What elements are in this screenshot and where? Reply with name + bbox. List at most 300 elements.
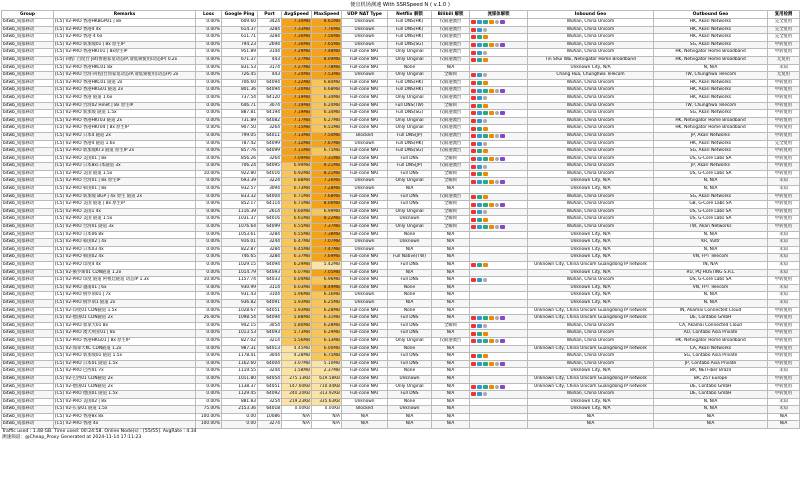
bilibili-cell: N/A xyxy=(432,277,470,285)
netflix-cell: Only Original xyxy=(388,224,432,232)
table-row xyxy=(2,337,800,345)
streaming-service-icon xyxy=(477,35,482,39)
reuse-cell: 中转复用 xyxy=(768,322,800,330)
streaming-service-icon xyxy=(495,43,499,47)
outbound-geo-cell: DE, Contabo GmbH xyxy=(654,391,768,399)
table-header-row xyxy=(2,11,800,19)
avg-speed-cell: 7.13MB xyxy=(282,132,312,140)
avg-speed-cell: 5.88MB xyxy=(282,315,312,323)
group-cell: bitwb_成都移动 xyxy=(2,284,54,292)
udp-nat-cell: Full-cone NAT xyxy=(342,375,388,383)
reuse-cell: 完全复用 xyxy=(768,19,800,27)
port-cell: 64094 xyxy=(258,262,282,270)
streaming-icons-cell xyxy=(470,178,528,186)
table-row xyxy=(2,224,800,232)
group-cell: bitwb_成都移动 xyxy=(2,34,54,42)
avg-speed-cell: 5.93MB xyxy=(282,307,312,315)
netflix-cell: Full DNS(JP) xyxy=(388,132,432,140)
bilibili-cell: 全解锁 xyxy=(432,178,470,186)
remarks-cell: [C5] V2-PRO 澳大利亚01 | 8x xyxy=(54,330,196,338)
streaming-service-icon xyxy=(500,157,505,161)
group-cell: bitwb_成都移动 xyxy=(2,72,54,80)
inbound-geo-cell: Unknown City, China Unicom Guangdong IP network xyxy=(528,375,654,383)
streaming-service-icon xyxy=(477,172,482,176)
table-row xyxy=(2,49,800,57)
streaming-icons-cell xyxy=(470,375,528,383)
streaming-icons-cell xyxy=(470,269,528,277)
port-cell: 64016 xyxy=(258,216,282,224)
netflix-cell: Only Original xyxy=(388,56,432,64)
netflix-cell: Full DNS xyxy=(388,277,432,285)
streaming-service-icon xyxy=(471,332,476,336)
reuse-cell: 未知 xyxy=(768,299,800,307)
remarks-cell: [C5] V2-PRO 香港HKBGP01 | 8x xyxy=(54,19,196,27)
loss-cell: 0.00% xyxy=(196,208,222,216)
inbound-geo-cell: Wuhan, China Unicom xyxy=(528,49,654,57)
bilibili-cell: N/A xyxy=(432,64,470,72)
streaming-service-icon xyxy=(471,165,476,169)
netflix-cell: Full Native(TW) xyxy=(388,254,432,262)
max-speed-cell: 7.47MB xyxy=(312,246,342,254)
remarks-cell: [C5] V2-PRO 香港HKG01 | 8x 原生IP xyxy=(54,337,196,345)
outbound-geo-cell: DE, Contabo GmbH xyxy=(654,383,768,391)
col-avg-speed-header: AvgSpeed xyxy=(282,11,312,19)
inbound-geo-cell: Unknown City, N/A xyxy=(528,246,654,254)
remarks-cell: [C5] V2-PRO 台湾02 Hinet | 8x 原生IP xyxy=(54,102,196,110)
loss-cell: 0.00% xyxy=(196,132,222,140)
outbound-geo-cell: KR, Vultr xyxy=(654,239,768,247)
loss-cell: 0.00% xyxy=(196,125,222,133)
reuse-cell: 完全复用 xyxy=(768,26,800,34)
table-row xyxy=(2,292,800,300)
streaming-icons-cell xyxy=(470,72,528,80)
streaming-service-icon xyxy=(477,210,482,214)
loss-cell: 0.00% xyxy=(196,262,222,270)
remarks-cell: [C5] V2-PRO 韩国02 | 4x xyxy=(54,239,196,247)
streaming-service-icon xyxy=(483,195,488,199)
ping-cell: 611.71 xyxy=(222,34,258,42)
inbound-geo-cell: Wuhan, China Unicom xyxy=(528,216,654,224)
port-cell: 64054 xyxy=(258,375,282,383)
ping-cell: 1098.54 xyxy=(222,315,258,323)
remarks-cell: [C5] V2-PRO 香港HKC01 隧道 2x xyxy=(54,79,196,87)
bilibili-cell: 仅限港澳台 xyxy=(432,87,470,95)
inbound-geo-cell: Wuhan, China Unicom xyxy=(528,391,654,399)
reuse-cell: 未知 xyxy=(768,178,800,186)
inbound-geo-cell: Unknown City, N/A xyxy=(528,398,654,406)
netflix-cell: N/A xyxy=(388,186,432,194)
streaming-service-icon xyxy=(483,210,487,214)
group-cell: bitwb_成都移动 xyxy=(2,201,54,209)
netflix-cell: N/A xyxy=(388,299,432,307)
inbound-geo-cell: Wuhan, China Unicom xyxy=(528,132,654,140)
streaming-icons-cell xyxy=(470,193,528,201)
max-speed-cell: 6.34MB xyxy=(312,94,342,102)
reuse-cell: 中转复用 xyxy=(768,125,800,133)
outbound-geo-cell: HK, Akari Networks xyxy=(654,140,768,148)
inbound-geo-cell: Unknown City, China Unicom Guangdong IP network xyxy=(528,307,654,315)
inbound-geo-cell: Wuhan, China Unicom xyxy=(528,110,654,118)
table-row xyxy=(2,262,800,270)
loss-cell: 0.00% xyxy=(196,201,222,209)
bilibili-cell: N/A xyxy=(432,383,470,391)
outbound-geo-cell: N, N/A xyxy=(654,178,768,186)
udp-nat-cell: Full-cone NAT xyxy=(342,155,388,163)
streaming-service-icon xyxy=(471,324,476,328)
remarks-cell: [C5] V2-PRO 新加坡01 隧道 1.5x xyxy=(54,353,196,361)
table-row xyxy=(2,239,800,247)
reuse-cell: 中转复用 xyxy=(768,193,800,201)
streaming-service-icon xyxy=(477,332,482,336)
remarks-cell: [C5] V2-PRO 越南01 | 6x xyxy=(54,284,196,292)
table-row xyxy=(2,79,800,87)
group-cell: bitwb_成都移动 xyxy=(2,360,54,368)
bilibili-cell: N/A xyxy=(432,406,470,414)
avg-speed-cell: 7.22MB xyxy=(282,79,312,87)
streaming-icons-cell xyxy=(470,307,528,315)
avg-speed-cell: 6.61MB xyxy=(282,216,312,224)
reuse-cell: 未知 xyxy=(768,186,800,194)
table-row xyxy=(2,330,800,338)
streaming-icons-cell xyxy=(470,353,528,361)
streaming-service-icon xyxy=(483,180,488,184)
ping-cell: 852.17 xyxy=(222,201,258,209)
table-row xyxy=(2,41,800,49)
streaming-icons-cell xyxy=(470,330,528,338)
streaming-icons-cell xyxy=(470,155,528,163)
outbound-geo-cell: BR, 257 Europe xyxy=(654,375,768,383)
group-cell: bitwb_成都移动 xyxy=(2,56,54,64)
group-cell: bitwb_成都移动 xyxy=(2,277,54,285)
reuse-cell: 中转复用 xyxy=(768,163,800,171)
udp-nat-cell: Full-cone NAT xyxy=(342,170,388,178)
streaming-icons-cell xyxy=(470,110,528,118)
max-speed-cell: 7.38MB xyxy=(312,231,342,239)
group-cell: bitwb_成都移动 xyxy=(2,406,54,414)
group-cell: bitwb_成都移动 xyxy=(2,383,54,391)
loss-cell: 0.00% xyxy=(196,186,222,194)
udp-nat-cell: Full-cone NAT xyxy=(342,383,388,391)
bilibili-cell: N/A xyxy=(432,360,470,368)
group-cell: bitwb_成都移动 xyxy=(2,330,54,338)
group-cell: bitwb_成都移动 xyxy=(2,307,54,315)
group-cell: bitwb_成都移动 xyxy=(2,170,54,178)
udp-nat-cell: Full-cone NAT xyxy=(342,368,388,376)
streaming-service-icon xyxy=(471,58,476,62)
loss-cell: 0.00% xyxy=(196,216,222,224)
streaming-service-icon xyxy=(500,203,505,207)
port-cell: 64092 xyxy=(258,391,282,399)
avg-speed-cell: 1.58MB xyxy=(282,368,312,376)
ping-cell: 731.89 xyxy=(222,117,258,125)
reuse-cell: 未知 xyxy=(768,368,800,376)
remarks-cell: [C5] V2-PRO 日本03 4x xyxy=(54,246,196,254)
port-cell: 64082 xyxy=(258,117,282,125)
table-row xyxy=(2,155,800,163)
ping-cell: 936.82 xyxy=(222,299,258,307)
streaming-service-icon xyxy=(471,20,476,24)
avg-speed-cell: 6.45MB xyxy=(282,246,312,254)
inbound-geo-cell: Wuhan, China Unicom xyxy=(528,277,654,285)
max-speed-cell: 6.24MB xyxy=(312,102,342,110)
table-row xyxy=(2,178,800,186)
group-cell: bitwb_成都移动 xyxy=(2,186,54,194)
udp-nat-cell: Unknown xyxy=(342,41,388,49)
port-cell: 64094 xyxy=(258,315,282,323)
streaming-service-icon xyxy=(471,210,476,214)
udp-nat-cell: Unknown xyxy=(342,292,388,300)
streaming-service-icon xyxy=(471,28,476,32)
outbound-geo-cell: HK, Netvigator Home Broadband xyxy=(654,337,768,345)
ping-cell: 1013.53 xyxy=(222,330,258,338)
streaming-service-icon xyxy=(477,316,482,320)
loss-cell: 0.00% xyxy=(196,322,222,330)
streaming-icons-cell xyxy=(470,239,528,247)
udp-nat-cell: Unknown xyxy=(342,26,388,34)
udp-nat-cell: Full-cone NAT xyxy=(342,110,388,118)
netflix-cell: Full DNS(HK) xyxy=(388,34,432,42)
port-cell: 64004 xyxy=(258,193,282,201)
table-row xyxy=(2,375,800,383)
ping-cell: 2153.36 xyxy=(222,406,258,414)
remarks-cell: [C5] V2-PRO 香港 4x xyxy=(54,421,196,429)
outbound-geo-cell: N, N/A xyxy=(654,299,768,307)
max-speed-cell: 8.61MB xyxy=(312,19,342,27)
avg-speed-cell: 6.37MB xyxy=(282,254,312,262)
reuse-cell: 中转复用 xyxy=(768,360,800,368)
inbound-geo-cell: Unknown City, N/A xyxy=(528,284,654,292)
inbound-geo-cell: Unknown City, N/A xyxy=(528,299,654,307)
streaming-service-icon xyxy=(483,96,487,100)
port-cell: 64051 xyxy=(258,307,282,315)
reuse-cell: 中转复用 xyxy=(768,155,800,163)
max-speed-cell: 7.54MB xyxy=(312,132,342,140)
outbound-geo-cell: TW, Akari Networks xyxy=(654,224,768,232)
outbound-geo-cell: HK, Netvigator Home Broadband xyxy=(654,117,768,125)
max-speed-cell: 8.49MB xyxy=(312,284,342,292)
streaming-icons-cell xyxy=(470,391,528,399)
ping-cell: 0.00 xyxy=(222,421,258,429)
port-cell: 64091 xyxy=(258,299,282,307)
ping-cell: 1129.45 xyxy=(222,391,258,399)
udp-nat-cell: N/A xyxy=(342,413,388,421)
ping-cell: 932.57 xyxy=(222,186,258,194)
bilibili-cell: N/A xyxy=(432,315,470,323)
streaming-service-icon xyxy=(489,134,494,138)
port-cell: 64018 xyxy=(258,406,282,414)
netflix-cell: Unknown xyxy=(388,406,432,414)
udp-nat-cell: Full-cone NAT xyxy=(342,148,388,156)
group-cell: bitwb_成都移动 xyxy=(2,315,54,323)
col-loss-header: Loss xyxy=(196,11,222,19)
streaming-service-icon xyxy=(483,332,488,336)
loss-cell: 0.00% xyxy=(196,64,222,72)
remarks-cell: [C5] V2-PRO 新加坡 BGP | 4x 原生 隧道 2x xyxy=(54,193,196,201)
avg-speed-cell: 5.56MB xyxy=(282,337,312,345)
udp-nat-cell: Blocked xyxy=(342,132,388,140)
ping-cell: 930.99 xyxy=(222,284,258,292)
avg-speed-cell: 7.19MB xyxy=(282,102,312,110)
bilibili-cell: 仅限港澳台 xyxy=(432,34,470,42)
avg-speed-cell: 5.80MB xyxy=(282,322,312,330)
streaming-service-icon xyxy=(495,111,499,115)
outbound-geo-cell: HK, Netvigator Home Broadband xyxy=(654,125,768,133)
ping-cell: 831.53 xyxy=(222,64,258,72)
reuse-cell: 无复用 xyxy=(768,56,800,64)
streaming-icons-cell xyxy=(470,337,528,345)
max-speed-cell: 8.00MB xyxy=(312,201,342,209)
max-speed-cell: 6.29MB xyxy=(312,330,342,338)
remarks-cell: [C5] V2-俄罗斯01 CDN隧道 1.2x xyxy=(54,269,196,277)
ping-cell: 706.60 xyxy=(222,79,258,87)
inbound-geo-cell: Chang Hua, Chunghwa Telecom xyxy=(528,72,654,80)
table-row xyxy=(2,345,800,353)
ping-cell: 609.60 xyxy=(222,19,258,27)
table-row xyxy=(2,72,800,80)
loss-cell: 0.00% xyxy=(196,269,222,277)
avg-speed-cell: 6.55MB xyxy=(282,231,312,239)
remarks-cell: [C5] V2-PRO 香港 隧道 1.6x xyxy=(54,94,196,102)
remarks-cell: [C5] V2-PRO 印度4 4x xyxy=(54,262,196,270)
avg-speed-cell: 7.30MB xyxy=(282,41,312,49)
udp-nat-cell: Full-cone NAT xyxy=(342,208,388,216)
max-speed-cell: 7.69MB xyxy=(312,254,342,262)
streaming-service-icon xyxy=(483,263,488,267)
table-row xyxy=(2,307,800,315)
port-cell: 3284 xyxy=(258,231,282,239)
loss-cell: 0.00% xyxy=(196,102,222,110)
ping-cell: 706.24 xyxy=(222,163,258,171)
avg-speed-cell: N/A xyxy=(282,413,312,421)
avg-speed-cell: 0.00KB xyxy=(282,406,312,414)
group-cell: bitwb_成都移动 xyxy=(2,125,54,133)
streaming-icons-cell xyxy=(470,345,528,353)
streaming-service-icon xyxy=(489,43,494,47)
outbound-geo-cell: N/A xyxy=(654,413,768,421)
max-speed-cell: 5.42MB xyxy=(312,262,342,270)
ping-cell: 822.87 xyxy=(222,246,258,254)
col-streaming-header: 流媒体解锁 xyxy=(470,11,528,19)
bilibili-cell: 仅限港澳台 xyxy=(432,26,470,34)
group-cell: bitwb_成都移动 xyxy=(2,117,54,125)
outbound-geo-cell: N, N/A xyxy=(654,398,768,406)
footer-generated: 测速频道：@Cheap_Proxy Generated at 2024-11-14 17:11:23 xyxy=(2,435,142,441)
max-speed-cell: 6.28MB xyxy=(312,322,342,330)
group-cell: bitwb_成都移动 xyxy=(2,292,54,300)
ping-cell: 726.45 xyxy=(222,72,258,80)
netflix-cell: Only Original xyxy=(388,383,432,391)
streaming-service-icon xyxy=(477,218,482,222)
table-row xyxy=(2,56,800,64)
group-cell: bitwb_成都移动 xyxy=(2,391,54,399)
remarks-cell: [C5] V2-PRO 香港HKC01 8x xyxy=(54,64,196,72)
port-cell: 64099 xyxy=(258,140,282,148)
outbound-geo-cell: SG, Contabo Asia Private xyxy=(654,353,768,361)
ping-cell: 1119.55 xyxy=(222,368,258,376)
reuse-cell: 完全复用 xyxy=(768,34,800,42)
bilibili-cell: 全解锁 xyxy=(432,72,470,80)
bilibili-cell: 仅限港澳台 xyxy=(432,193,470,201)
max-speed-cell: 2.37MB xyxy=(312,368,342,376)
table-row xyxy=(2,132,800,140)
avg-speed-cell: 4.28MB xyxy=(282,353,312,361)
port-cell: 64095 xyxy=(258,163,282,171)
ping-cell: 794.23 xyxy=(222,41,258,49)
remarks-cell: [C5] V2-德国01 CDN隧道 2x xyxy=(54,383,196,391)
bilibili-cell: 仅限港澳台 xyxy=(432,337,470,345)
reuse-cell: 中转复用 xyxy=(768,216,800,224)
outbound-geo-cell: N, N/A xyxy=(654,64,768,72)
reuse-cell: 中转复用 xyxy=(768,330,800,338)
avg-speed-cell: 6.71MB xyxy=(282,201,312,209)
group-cell: bitwb_成都移动 xyxy=(2,368,54,376)
inbound-geo-cell: Wuhan, China Unicom xyxy=(528,170,654,178)
streaming-service-icon xyxy=(500,134,505,138)
reuse-cell: 中转复用 xyxy=(768,208,800,216)
group-cell: bitwb_成都移动 xyxy=(2,94,54,102)
streaming-service-icon xyxy=(471,172,476,176)
table-body xyxy=(2,19,800,429)
ping-cell: 614.37 xyxy=(222,26,258,34)
max-speed-cell: 7.78MB xyxy=(312,64,342,72)
udp-nat-cell: Unknown xyxy=(342,34,388,42)
reuse-cell: 未知 xyxy=(768,292,800,300)
group-cell: bitwb_成都移动 xyxy=(2,110,54,118)
group-cell: bitwb_成都移动 xyxy=(2,193,54,201)
netflix-cell: Full DNS(TW) xyxy=(388,102,432,110)
netflix-cell: Full DNS xyxy=(388,360,432,368)
ping-cell: 1076.64 xyxy=(222,224,258,232)
streaming-icons-cell xyxy=(470,186,528,194)
remarks-cell: [C5] V2-PRO 香港HKG01 隧道 2x xyxy=(54,87,196,95)
avg-speed-cell: 7.34MB xyxy=(282,19,312,27)
avg-speed-cell: 6.73MB xyxy=(282,186,312,194)
udp-nat-cell: Full-cone NAT xyxy=(342,125,388,133)
ping-cell: 1178.41 xyxy=(222,353,258,361)
ping-cell: 987.31 xyxy=(222,345,258,353)
reuse-cell: 中转复用 xyxy=(768,375,800,383)
streaming-service-icon xyxy=(477,127,482,131)
inbound-geo-cell: Wuhan, China Unicom xyxy=(528,125,654,133)
bilibili-cell: N/A xyxy=(432,269,470,277)
remarks-cell: [C5] V2-PRO 美国 隧道 1.5x xyxy=(54,170,196,178)
streaming-service-icon xyxy=(489,180,494,184)
reuse-cell: 中转复用 xyxy=(768,315,800,323)
streaming-icons-cell xyxy=(470,360,528,368)
table-row xyxy=(2,117,800,125)
reuse-cell: 未知 xyxy=(768,64,800,72)
group-cell: bitwb_成都移动 xyxy=(2,216,54,224)
col-outbound-geo-header: Outbound Geo xyxy=(654,11,768,19)
reuse-cell: 中转复用 xyxy=(768,132,800,140)
reuse-cell: 中转复用 xyxy=(768,94,800,102)
bilibili-cell: 仅限港澳台 xyxy=(432,94,470,102)
netflix-cell: None xyxy=(388,292,432,300)
loss-cell: 26.00% xyxy=(196,315,222,323)
streaming-service-icon xyxy=(495,180,499,184)
streaming-service-icon xyxy=(500,316,505,320)
loss-cell: 0.00% xyxy=(196,292,222,300)
loss-cell: 0.00% xyxy=(196,224,222,232)
streaming-icons-cell xyxy=(470,398,528,406)
streaming-icons-cell xyxy=(470,140,528,148)
avg-speed-cell: 240.20KB xyxy=(282,391,312,399)
reuse-cell: 中转复用 xyxy=(768,307,800,315)
inbound-geo-cell: Wuhan, China Unicom xyxy=(528,337,654,345)
max-speed-cell: 8.22MB xyxy=(312,216,342,224)
port-cell: 2614 xyxy=(258,208,282,216)
streaming-icons-cell xyxy=(470,41,528,49)
